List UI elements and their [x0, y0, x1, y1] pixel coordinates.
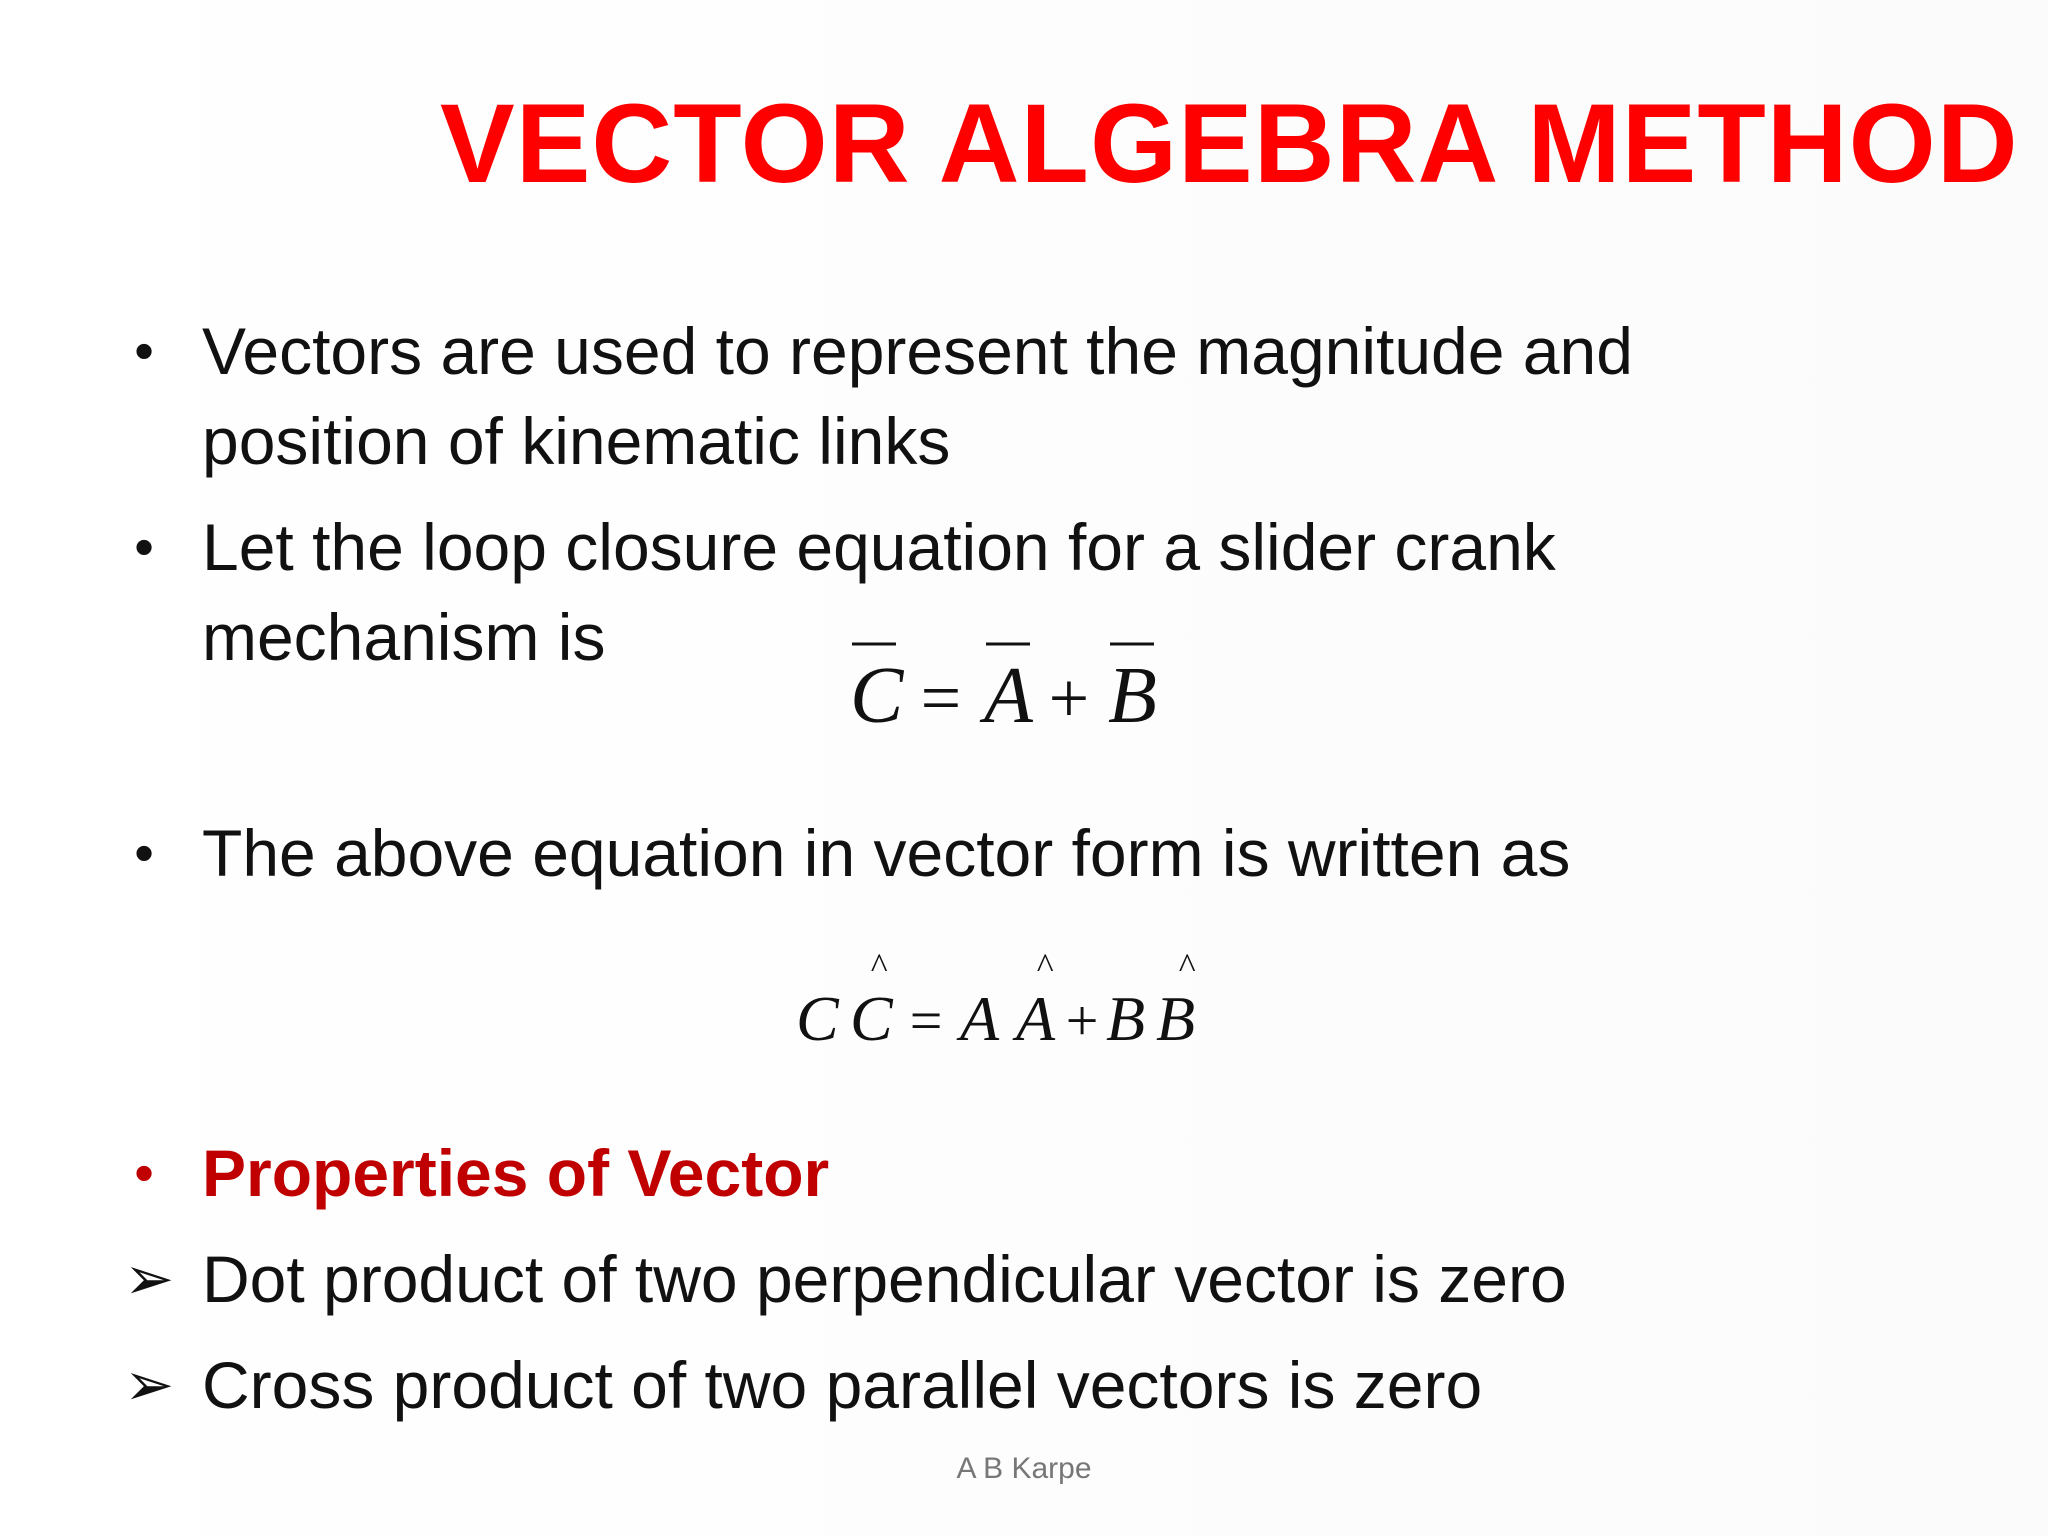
- eq2-c-unit: C: [850, 983, 893, 1054]
- eq2-equals: =: [906, 988, 946, 1053]
- hat-icon: ^: [1036, 948, 1052, 986]
- bullet-icon: •: [134, 821, 154, 884]
- eq1-equals: =: [916, 658, 965, 738]
- eq1-plus: +: [1044, 658, 1093, 738]
- bullet-icon: •: [134, 515, 154, 578]
- eq1-c: C: [850, 652, 904, 740]
- loop-closure-equation: [840, 630, 1180, 740]
- bullet-text-line: Let the loop closure equation for a slider crank: [202, 510, 1556, 584]
- bullet-text-line: The above equation in vector form is written as: [202, 816, 1571, 890]
- bullet-icon: •: [134, 1141, 154, 1204]
- arrow-bullet-icon: ➢: [124, 1350, 175, 1420]
- eq1-a: A: [984, 652, 1033, 740]
- eq2-a-magnitude: A: [960, 983, 1000, 1054]
- eq2-b-magnitude: B: [1106, 983, 1146, 1054]
- arrow-bullet-icon: ➢: [124, 1244, 175, 1314]
- property-text: Cross product of two parallel vectors is zero: [202, 1348, 1483, 1422]
- property-text: Dot product of two perpendicular vector is zero: [202, 1242, 1567, 1316]
- eq2-b-unit: B: [1156, 983, 1196, 1054]
- bullet-text-line: Vectors are used to represent the magnitude and: [202, 314, 1633, 388]
- bullet-text-line: mechanism is: [202, 600, 606, 674]
- properties-heading: Properties of Vector: [202, 1136, 830, 1210]
- eq2-plus: +: [1062, 988, 1102, 1053]
- slide-title: VECTOR ALGEBRA METHOD: [440, 81, 2019, 206]
- eq2-c-magnitude: C: [796, 983, 839, 1054]
- hat-icon: ^: [870, 948, 886, 986]
- bullet-text-line: position of kinematic links: [202, 404, 951, 478]
- bullet-icon: •: [134, 319, 154, 382]
- footer-author: A B Karpe: [956, 1452, 1092, 1485]
- eq1-b: B: [1108, 652, 1157, 740]
- eq2-a-unit: A: [1016, 983, 1056, 1054]
- vector-form-equation: [790, 948, 1220, 1058]
- hat-icon: ^: [1178, 948, 1194, 986]
